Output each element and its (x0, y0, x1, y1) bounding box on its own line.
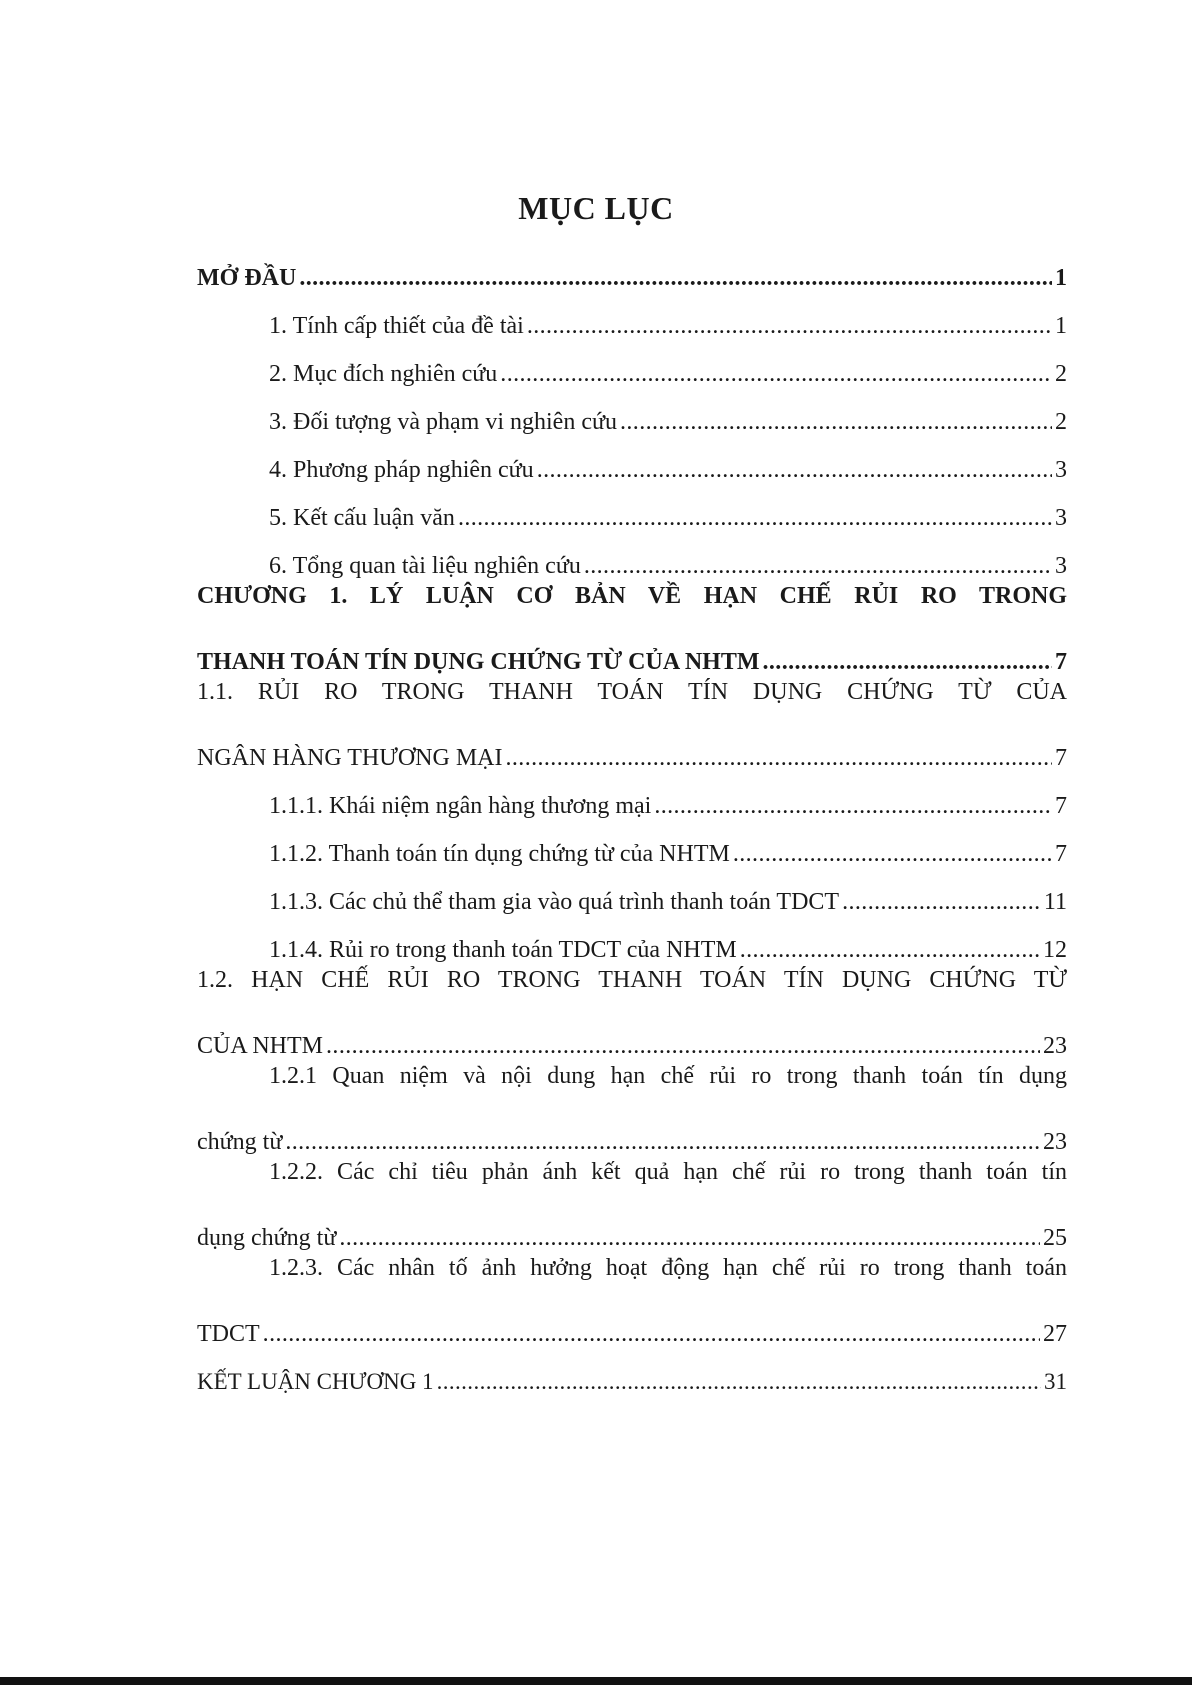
toc-entry-page: 7 (1055, 649, 1067, 675)
toc-entry-label: 1.2. HẠN CHẾ RỦI RO TRONG THANH TOÁN TÍN DỤNG CHỨNG TỪ (197, 967, 1067, 993)
toc-entry-page: 23 (1043, 1033, 1067, 1059)
toc-entry-label: 2. Mục đích nghiên cứu (269, 361, 498, 387)
dot-leader (620, 407, 1052, 437)
toc-entry-page: 27 (1043, 1321, 1067, 1347)
toc-entry-line2[interactable] (197, 1301, 1067, 1349)
toc-entry-label: 1.2.2. Các chỉ tiêu phản ánh kết quả hạn chế rủi ro trong thanh toán tín (269, 1159, 1067, 1185)
toc-entry[interactable] (197, 821, 1067, 869)
dot-leader (299, 263, 1052, 293)
toc-entry-label: MỞ ĐẦU (197, 265, 297, 291)
dot-leader (527, 311, 1052, 341)
toc-entry-label: 3. Đối tượng và phạm vi nghiên cứu (269, 409, 617, 435)
page-bottom-edge (0, 1677, 1192, 1685)
toc-entry-label: 1.1. RỦI RO TRONG THANH TOÁN TÍN DỤNG CHỨNG TỪ CỦA (197, 679, 1067, 705)
toc-entry-page: 2 (1055, 361, 1067, 387)
toc-entry[interactable] (197, 437, 1067, 485)
dot-leader (842, 887, 1041, 917)
toc-entry-label: CỦA NHTM (197, 1033, 324, 1059)
toc-entry-label: 1.1.3. Các chủ thể tham gia vào quá trình thanh toán TDCT (269, 889, 840, 915)
toc-entry-page: 7 (1055, 841, 1067, 867)
toc-entry[interactable] (197, 341, 1067, 389)
toc-entry-label: 6. Tổng quan tài liệu nghiên cứu (269, 553, 581, 579)
toc-entry-page: 1 (1055, 265, 1067, 291)
toc-entry-line1[interactable] (197, 965, 1067, 1013)
dot-leader (285, 1127, 1040, 1157)
toc-entry-label: KẾT LUẬN CHƯƠNG 1 (197, 1369, 434, 1394)
dot-leader (506, 743, 1053, 773)
toc-entry-line2[interactable] (197, 629, 1067, 677)
dot-leader (339, 1223, 1040, 1253)
toc-entry-page: 3 (1055, 457, 1067, 483)
toc-entry-page: 12 (1043, 937, 1067, 963)
toc-entry-line1[interactable] (197, 1061, 1067, 1109)
page-title: MỤC LỤC (518, 190, 674, 226)
toc-entry-label: chứng từ (197, 1129, 283, 1155)
toc-entry[interactable] (197, 533, 1067, 581)
dot-leader (733, 839, 1052, 869)
dot-leader (654, 791, 1052, 821)
toc-entry-label: 1.1.1. Khái niệm ngân hàng thương mại (269, 793, 652, 819)
dot-leader (763, 647, 1053, 677)
dot-leader (500, 359, 1052, 389)
toc-entry-page: 7 (1055, 745, 1067, 771)
toc-entry-label: 1. Tính cấp thiết của đề tài (269, 313, 524, 339)
dot-leader (326, 1031, 1040, 1061)
toc-entry-label: 1.1.2. Thanh toán tín dụng chứng từ của NHTM (269, 841, 730, 867)
toc-entry[interactable] (197, 773, 1067, 821)
toc-entry-line2[interactable] (197, 1205, 1067, 1253)
toc-entry-label: CHƯƠNG 1. LÝ LUẬN CƠ BẢN VỀ HẠN CHẾ RỦI RO TRONG (197, 583, 1067, 609)
toc-entry-label: 1.2.3. Các nhân tố ảnh hưởng hoạt động hạn chế rủi ro trong thanh toán (269, 1255, 1067, 1281)
toc-entry-label: NGÂN HÀNG THƯƠNG MẠI (197, 745, 503, 771)
toc-entry[interactable] (197, 869, 1067, 917)
toc-entry[interactable] (197, 917, 1067, 965)
toc-entry-label: 1.2.1 Quan niệm và nội dung hạn chế rủi ro trong thanh toán tín dụng (269, 1063, 1067, 1089)
table-of-contents (197, 245, 1067, 1397)
toc-entry-page: 23 (1043, 1129, 1067, 1155)
dot-leader (740, 935, 1040, 965)
toc-entry-page: 2 (1055, 409, 1067, 435)
toc-entry-page: 25 (1043, 1225, 1067, 1251)
dot-leader (537, 455, 1052, 485)
dot-leader (584, 551, 1052, 581)
dot-leader (437, 1367, 1041, 1397)
toc-entry[interactable] (197, 389, 1067, 437)
toc-entry-label: THANH TOÁN TÍN DỤNG CHỨNG TỪ CỦA NHTM (197, 649, 760, 675)
toc-entry-line1[interactable] (197, 581, 1067, 629)
toc-entry-line2[interactable] (197, 725, 1067, 773)
toc-entry-page: 3 (1055, 505, 1067, 531)
toc-entry-page: 1 (1055, 313, 1067, 339)
toc-entry-label: 4. Phương pháp nghiên cứu (269, 457, 534, 483)
toc-entry[interactable] (197, 245, 1067, 293)
toc-entry-label: dụng chứng từ (197, 1225, 337, 1251)
toc-entry[interactable] (197, 293, 1067, 341)
toc-entry-line2[interactable] (197, 1109, 1067, 1157)
toc-entry[interactable] (197, 1349, 1067, 1397)
dot-leader (263, 1319, 1040, 1349)
toc-entry-label: TDCT (197, 1321, 260, 1347)
toc-entry-label: 5. Kết cấu luận văn (269, 505, 455, 531)
toc-entry-line1[interactable] (197, 1253, 1067, 1301)
toc-entry-page: 3 (1055, 553, 1067, 579)
toc-entry-line1[interactable] (197, 677, 1067, 725)
dot-leader (458, 503, 1052, 533)
toc-entry-line2[interactable] (197, 1013, 1067, 1061)
toc-entry-page: 31 (1044, 1369, 1067, 1394)
toc-entry-line1[interactable] (197, 1157, 1067, 1205)
toc-entry-page: 11 (1043, 889, 1067, 915)
toc-entry-page: 7 (1055, 793, 1067, 819)
toc-entry-label: 1.1.4. Rủi ro trong thanh toán TDCT của NHTM (269, 937, 737, 963)
toc-entry[interactable] (197, 485, 1067, 533)
